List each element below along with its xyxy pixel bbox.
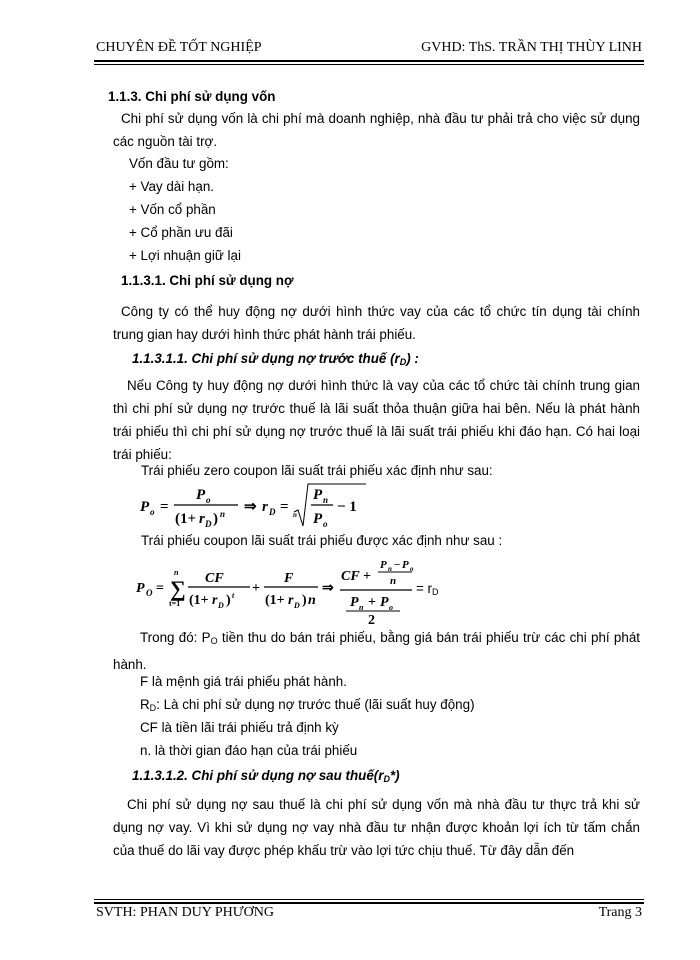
definition-cf: CF là tiền lãi trái phiếu trả định kỳ [140, 720, 339, 735]
svg-text:r: r [212, 593, 218, 608]
svg-text:P: P [380, 595, 389, 610]
svg-text:2: 2 [368, 613, 375, 626]
paragraph-pretax: Nếu Công ty huy động nợ dưới hình thức là vay của các tổ chức tài chính trung gian thì chi phí sử dụng nợ trước thuế là lãi suất thỏa thuận giữa hai bên. Nếu là phát hành trái phiếu thì chi phí sử dụng nợ trước thuế là lãi suất trái phiếu khi đáo hạn. Có hai loại trái phiếu: [113, 378, 640, 462]
svg-text:P: P [380, 559, 387, 571]
svg-text:P: P [136, 581, 145, 596]
svg-text:(1+: (1+ [189, 593, 209, 608]
section-heading-1-1-3-1: 1.1.3.1. Chi phí sử dụng nợ [121, 273, 294, 288]
list-item: + Lợi nhuận giữ lại [129, 248, 241, 263]
svg-text:o: o [206, 495, 211, 505]
zero-coupon-formula [138, 480, 368, 532]
svg-text:P: P [313, 511, 323, 527]
svg-text:o: o [150, 507, 155, 517]
header-right: GVHD: ThS. TRẦN THỊ THÙY LINH [421, 40, 642, 55]
definition-n: n. là thời gian đáo hạn của trái phiếu [140, 743, 358, 758]
svg-text:): ) [213, 511, 218, 527]
svg-text:=: = [280, 499, 289, 515]
svg-text:t=1: t=1 [169, 599, 181, 608]
page-number: Trang 3 [598, 905, 642, 920]
svg-text:r: r [288, 593, 294, 608]
svg-text:=: = [160, 499, 169, 515]
page-footer [96, 905, 642, 925]
paragraph-debt: Công ty có thể huy động nợ dưới hình thức vay của các tổ chức tín dụng tài chính trung gian hay dưới hình thức phát hành trái phiếu. [113, 304, 640, 342]
footer-left: SVTH: PHAN DUY PHƯƠNG [96, 905, 274, 920]
svg-text:− 1: − 1 [337, 499, 357, 515]
footer-rule-thin [94, 899, 644, 900]
svg-text:P: P [402, 559, 409, 571]
svg-text:+: + [252, 581, 260, 596]
svg-text:): ) [302, 593, 307, 608]
svg-text:P: P [313, 487, 323, 503]
paragraph-definition: Chi phí sử dụng vốn là chi phí mà doanh nghiệp, nhà đầu tư phải trả cho việc sử dụng các nguồn tài trợ. [113, 111, 640, 149]
svg-text:CF +: CF + [341, 569, 371, 584]
svg-text:F: F [284, 571, 294, 586]
svg-text:n: n [359, 603, 364, 612]
page-header [96, 40, 642, 60]
paragraph-aftertax: Chi phí sử dụng nợ sau thuế là chi phí sử dụng vốn mà nhà đầu tư thực trả khi sử dụng nợ vay. Vì khi sử dụng nợ vay nhà đầu tư nhận được khoản lợi ích từ tấm chắn của thuế do lãi vay được phép khấu trừ vào lợi tức chịu thuế. Từ đây dẫn đến [113, 797, 640, 858]
list-item: + Vay dài hạn. [129, 179, 214, 194]
coupon-formula [132, 550, 414, 626]
svg-text:−: − [394, 559, 401, 571]
svg-text:=: = [156, 581, 164, 596]
list-item: + Cổ phần ưu đãi [129, 225, 233, 240]
footer-rule [94, 902, 644, 904]
svg-text:⇒: ⇒ [322, 581, 334, 596]
header-left: CHUYÊN ĐỀ TỐT NGHIỆP [96, 40, 262, 55]
svg-text:D: D [294, 601, 300, 610]
svg-text:D: D [269, 507, 276, 517]
coupon-text: Trái phiếu coupon lãi suất trái phiếu được xác định như sau : [141, 533, 503, 548]
svg-text:n: n [220, 509, 226, 519]
header-rule [94, 60, 644, 62]
svg-text:o: o [323, 519, 328, 529]
svg-text:P: P [350, 595, 359, 610]
svg-text:o: o [389, 603, 393, 612]
coupon-formula-result: = $r_D$ [416, 581, 439, 597]
svg-text:r: r [199, 511, 205, 527]
svg-text:P: P [140, 499, 150, 515]
svg-text:t: t [232, 591, 235, 600]
svg-text:⇒: ⇒ [244, 499, 257, 515]
svg-text:(1+: (1+ [175, 511, 197, 527]
svg-text:D: D [205, 519, 212, 529]
svg-text:P: P [196, 487, 206, 503]
svg-text:r: r [262, 499, 268, 515]
definition-rd: $R_D$: Là chi phí sử dụng nợ trước thuế (lãi suất huy động) [140, 697, 475, 713]
svg-text:n: n [323, 495, 329, 505]
svg-text:∑: ∑ [170, 576, 186, 601]
svg-text:n: n [174, 568, 179, 577]
definition-f: F là mệnh giá trái phiếu phát hành. [140, 674, 347, 689]
capital-intro: Vốn đầu tư gồm: [129, 156, 229, 171]
svg-text:+: + [368, 595, 376, 610]
header-rule-thin [94, 64, 644, 65]
svg-text:): ) [226, 593, 231, 608]
svg-text:n: n [308, 593, 316, 608]
svg-text:O: O [146, 588, 153, 598]
svg-text:n: n [293, 511, 297, 519]
section-heading-1-1-3: 1.1.3. Chi phí sử dụng vốn [108, 89, 276, 104]
zero-coupon-text: Trái phiếu zero coupon lãi suất trái phiếu xác định như sau: [141, 463, 493, 478]
svg-text:o: o [410, 565, 414, 573]
paragraph-where: Trong đó: $P_O$ tiền thu do bán trái phiếu, bằng giá bán trái phiếu trừ các chi phí phát hành. [113, 630, 640, 672]
svg-text:n: n [388, 565, 392, 573]
svg-text:CF: CF [205, 571, 224, 586]
section-heading-1-1-3-1-1: 1.1.3.1.1. Chi phí sử dụng nợ trước thuế $(r_D)$ : [132, 351, 419, 367]
svg-text:n: n [390, 575, 397, 587]
svg-text:D: D [218, 601, 224, 610]
svg-text:(1+: (1+ [265, 593, 285, 608]
list-item: + Vốn cổ phần [129, 202, 216, 217]
section-heading-1-1-3-1-2: 1.1.3.1.2. Chi phí sử dụng nợ sau $thuế(r_D*)$ [132, 768, 400, 784]
